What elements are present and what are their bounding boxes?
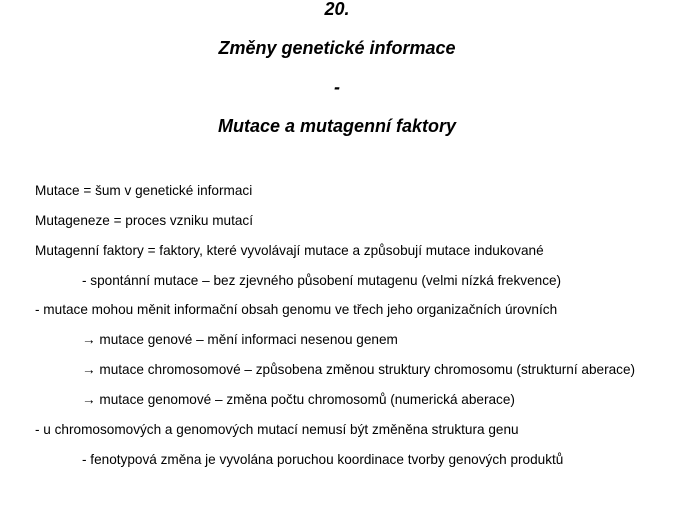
title-separator: - bbox=[334, 77, 340, 97]
definition-mutageneze: Mutageneze = proces vzniku mutací bbox=[35, 213, 253, 228]
point-struktura-genu: - u chromosomových a genomových mutací nemusí být změněna struktura genu bbox=[35, 422, 519, 437]
note-fenotypova-zmena: - fenotypová změna je vyvolána poruchou koordinace tvorby genových produktů bbox=[82, 452, 564, 467]
definition-mutace: Mutace = šum v genetické informaci bbox=[35, 183, 253, 198]
chapter-title: Změny genetické informace bbox=[218, 38, 456, 58]
point-organization-levels: - mutace mohou měnit informační obsah genomu ve třech jeho organizačních úrovních bbox=[35, 302, 558, 317]
chapter-subtitle: Mutace a mutagenní faktory bbox=[217, 116, 457, 136]
item-mutace-genove: → mutace genové – mění informaci nesenou genem bbox=[82, 332, 398, 347]
note-spontanni-mutace: - spontánní mutace – bez zjevného působení mutagenu (velmi nízká frekvence) bbox=[82, 273, 562, 288]
item-mutace-genomove: → mutace genomové – změna počtu chromosomů (numerická aberace) bbox=[82, 392, 515, 407]
item-mutace-chromosomove: → mutace chromosomové – způsobena změnou struktury chromosomu (strukturní aberace) bbox=[82, 362, 636, 377]
chapter-number: 20. bbox=[324, 0, 350, 19]
definition-mutagenni-faktory: Mutagenní faktory = faktory, které vyvolávají mutace a způsobují mutace indukované bbox=[35, 243, 544, 258]
